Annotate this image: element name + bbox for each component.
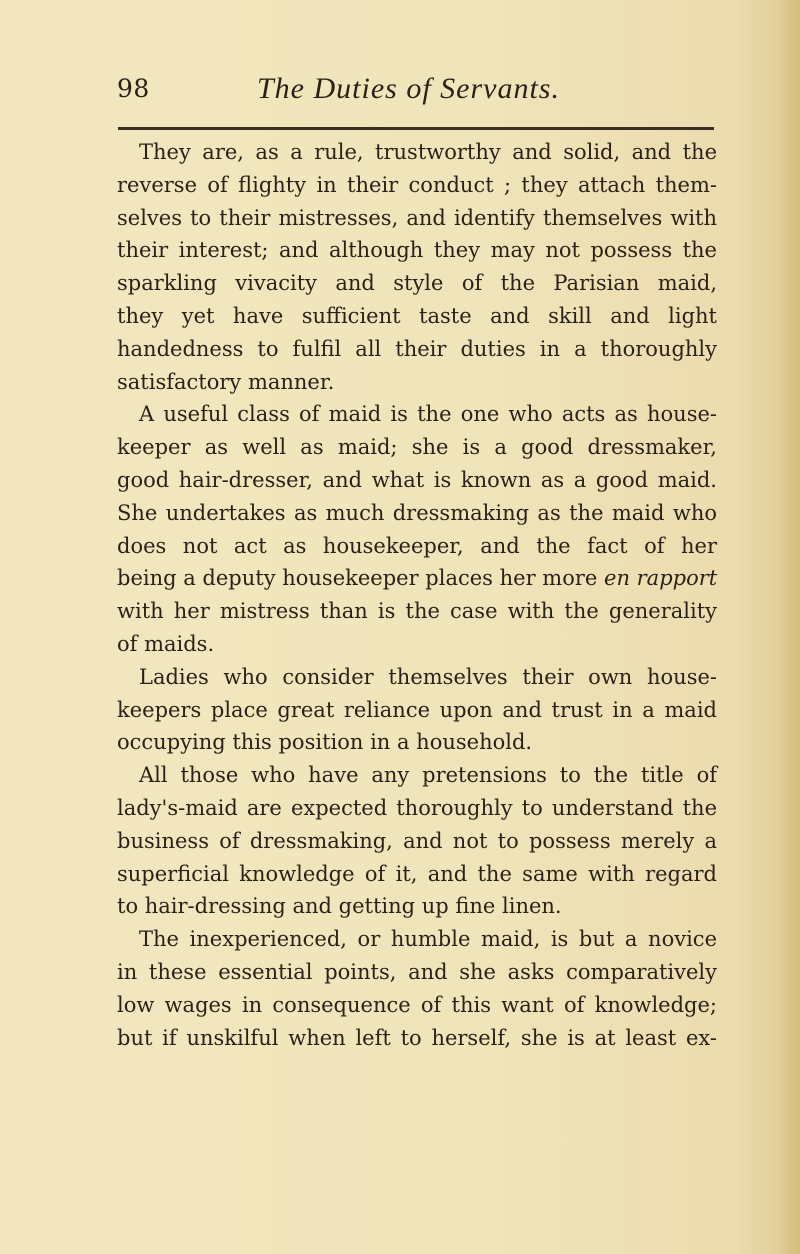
text-line-content: they yet have sufficient taste and skill and light [117, 303, 717, 328]
text-line-content: Ladies who consider themselves their own house- [139, 664, 717, 689]
text-line-content: but if unskilful when left to herself, she is at least ex- [117, 1025, 717, 1050]
text-line [117, 825, 717, 858]
text-line [117, 759, 717, 792]
text-line [117, 858, 717, 891]
page-header [117, 72, 717, 116]
text-line-content: does not act as housekeeper, and the fact of her [117, 533, 717, 558]
text-line [117, 464, 717, 497]
text-line [117, 726, 717, 759]
text-line-content: reverse of flighty in their conduct ; they attach them- [117, 172, 717, 197]
text-line-content: handedness to fulfil all their duties in a thoroughly [117, 336, 717, 361]
text-line [117, 431, 717, 464]
text-line [117, 136, 717, 169]
text-line [117, 234, 717, 267]
text-line [117, 792, 717, 825]
text-line [117, 333, 717, 366]
text-line-content: selves to their mistresses, and identify themselves with [117, 205, 717, 230]
text-line [117, 923, 717, 956]
text-line-content: in these essential points, and she asks comparatively [117, 959, 717, 984]
text-line [117, 202, 717, 235]
text-line-content: sparkling vivacity and style of the Parisian maid, [117, 271, 717, 296]
text-line-content: They are, as a rule, trustworthy and solid, and the [139, 140, 717, 164]
text-line [117, 300, 717, 333]
text-line-content: good hair-dresser, and what is known as a good maid. [117, 467, 717, 492]
text-line-content: superficial knowledge of it, and the same with regard [117, 861, 717, 886]
text-line-content: their interest; and although they may not possess the [117, 238, 717, 263]
text-line-content: All those who have any pretensions to the title of [139, 763, 717, 788]
text-line-content: A useful class of maid is the one who acts as house- [139, 402, 717, 427]
text-line [117, 595, 717, 628]
text-line-content: keepers place great reliance upon and trust in a maid [117, 697, 717, 722]
text-line [117, 366, 717, 399]
text-line [117, 956, 717, 989]
page-edge-shadow [778, 0, 800, 1254]
text-line-content: occupying this position in a household. [117, 730, 533, 755]
text-line-content: being a deputy housekeeper places her more [117, 566, 598, 591]
body-text [117, 136, 717, 1054]
text-line-content: of maids. [117, 631, 215, 656]
text-line-content: She undertakes as much dressmaking as the maid who [117, 500, 717, 525]
text-line-content: satisfactory manner. [117, 369, 335, 394]
text-line-content: with her mistress than is the case with the generality [117, 599, 717, 624]
text-line [117, 989, 717, 1022]
text-line [117, 1022, 717, 1055]
text-line [117, 169, 717, 202]
text-line-content: keeper as well as maid; she is a good dressmaker, [117, 435, 717, 460]
italic-phrase: en rapport [604, 566, 718, 591]
text-line [117, 398, 717, 431]
text-line [117, 890, 717, 923]
text-line-content: low wages in consequence of this want of knowledge; [117, 992, 717, 1017]
text-line [117, 530, 717, 563]
text-line-content: business of dressmaking, and not to possess merely a [117, 828, 717, 853]
text-line-content: to hair-dressing and getting up fine linen. [117, 894, 562, 919]
text-line [117, 694, 717, 727]
text-line [117, 628, 717, 661]
page-number: 98 [117, 74, 150, 103]
text-line [117, 267, 717, 300]
text-line-content: The inexperienced, or humble maid, is but a novice [139, 927, 717, 952]
running-title: The Duties of Servants. [257, 72, 560, 105]
header-rule [118, 127, 714, 130]
text-line [117, 661, 717, 694]
text-line [117, 497, 717, 530]
text-line [117, 562, 717, 595]
text-line-content: lady's-maid are expected thoroughly to understand the [117, 795, 717, 820]
